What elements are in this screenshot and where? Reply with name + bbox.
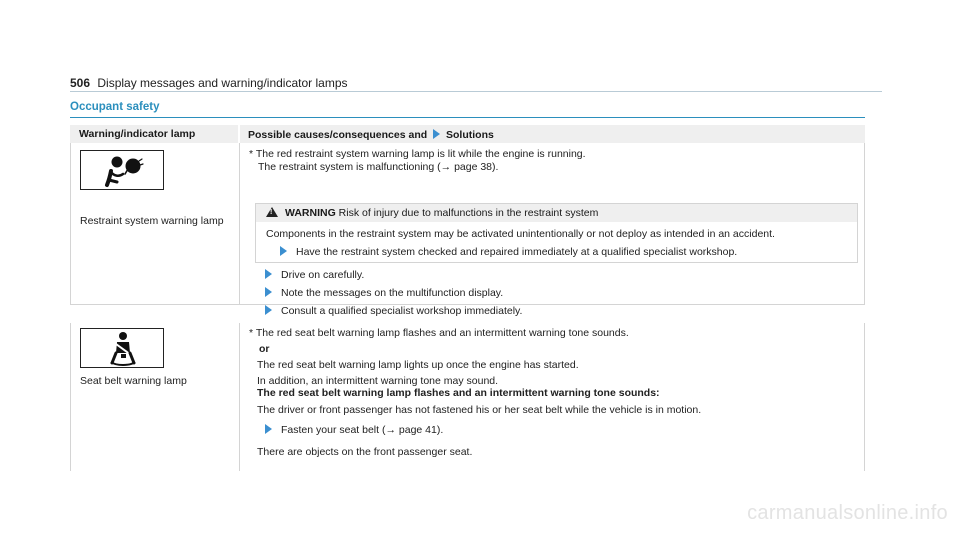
action-item: [265, 287, 503, 300]
watermark: carmanualsonline.info: [747, 502, 948, 524]
cause-line: The red seat belt warning lamp lights up once the engine has started.: [257, 359, 579, 371]
warning-header: [256, 204, 857, 222]
arrow-right-icon: [265, 305, 272, 315]
table-row: [70, 143, 865, 317]
cause-line: * The red restraint system warning lamp is lit while the engine is running.: [249, 148, 586, 160]
lamp-label: Seat belt warning lamp: [80, 375, 187, 387]
warning-box: [255, 203, 858, 263]
action-text: Fasten your seat belt (→ page 41).: [281, 424, 444, 436]
cause-line: * The red seat belt warning lamp flashes and an intermittent warning tone sounds.: [249, 327, 629, 339]
causes-cell: [249, 323, 856, 471]
column-divider: [239, 143, 240, 304]
column-header-causes-text: Possible causes/consequences and: [248, 129, 428, 141]
section-title: Occupant safety: [70, 101, 160, 113]
action-item: [265, 424, 443, 437]
action-item: [265, 305, 522, 318]
table-header: [70, 125, 865, 143]
cause-heading: The red seat belt warning lamp flashes and an intermittent warning tone sounds:: [257, 387, 660, 399]
column-header-causes: [238, 125, 865, 143]
action-text: Drive on carefully.: [281, 269, 365, 281]
column-divider: [239, 323, 240, 471]
warning-body: Components in the restraint system may be activated unintentionally or not deploy as intended in an accident.: [266, 228, 775, 240]
table-row: [70, 323, 865, 471]
action-text: Consult a qualified specialist workshop immediately.: [281, 305, 523, 317]
column-header-solutions-text: Solutions: [446, 129, 494, 141]
lamp-label: Restraint system warning lamp: [80, 215, 224, 227]
warning-subtitle: Risk of injury due to malfunctions in the restraint system: [338, 207, 599, 219]
warning-action-text: Have the restraint system checked and repaired immediately at a qualified specialist workshop.: [296, 246, 738, 258]
action-item: [265, 269, 364, 282]
seat-belt-icon: [80, 328, 164, 368]
airbag-restraint-icon: [80, 150, 164, 190]
page-number: 506: [70, 76, 91, 90]
arrow-right-icon: [265, 287, 272, 297]
arrow-right-icon: [280, 246, 287, 256]
or-label: or: [259, 343, 270, 355]
action-text: Note the messages on the multifunction display.: [281, 287, 504, 299]
arrow-right-icon: [265, 424, 272, 434]
page-header: [70, 76, 348, 90]
cause-line: The restraint system is malfunctioning (→ page 38).: [258, 161, 499, 173]
arrow-right-icon: [265, 269, 272, 279]
header-divider: [70, 91, 882, 92]
arrow-right-icon: [433, 129, 440, 139]
cause-line: There are objects on the front passenger seat.: [257, 446, 473, 458]
section-divider: [70, 117, 865, 118]
page-header-title: Display messages and warning/indicator lamps: [97, 76, 348, 90]
column-header-lamp: Warning/indicator lamp: [70, 125, 238, 143]
warning-title: WARNING: [285, 207, 336, 219]
cause-line: In addition, an intermittent warning tone may sound.: [257, 375, 499, 387]
warning-action: [280, 246, 737, 259]
cause-line: The driver or front passenger has not fastened his or her seat belt while the vehicle is in motion.: [257, 404, 702, 416]
header-separator: [238, 125, 240, 143]
warning-lamp-table: [70, 125, 865, 471]
warning-triangle-icon: [266, 207, 278, 217]
